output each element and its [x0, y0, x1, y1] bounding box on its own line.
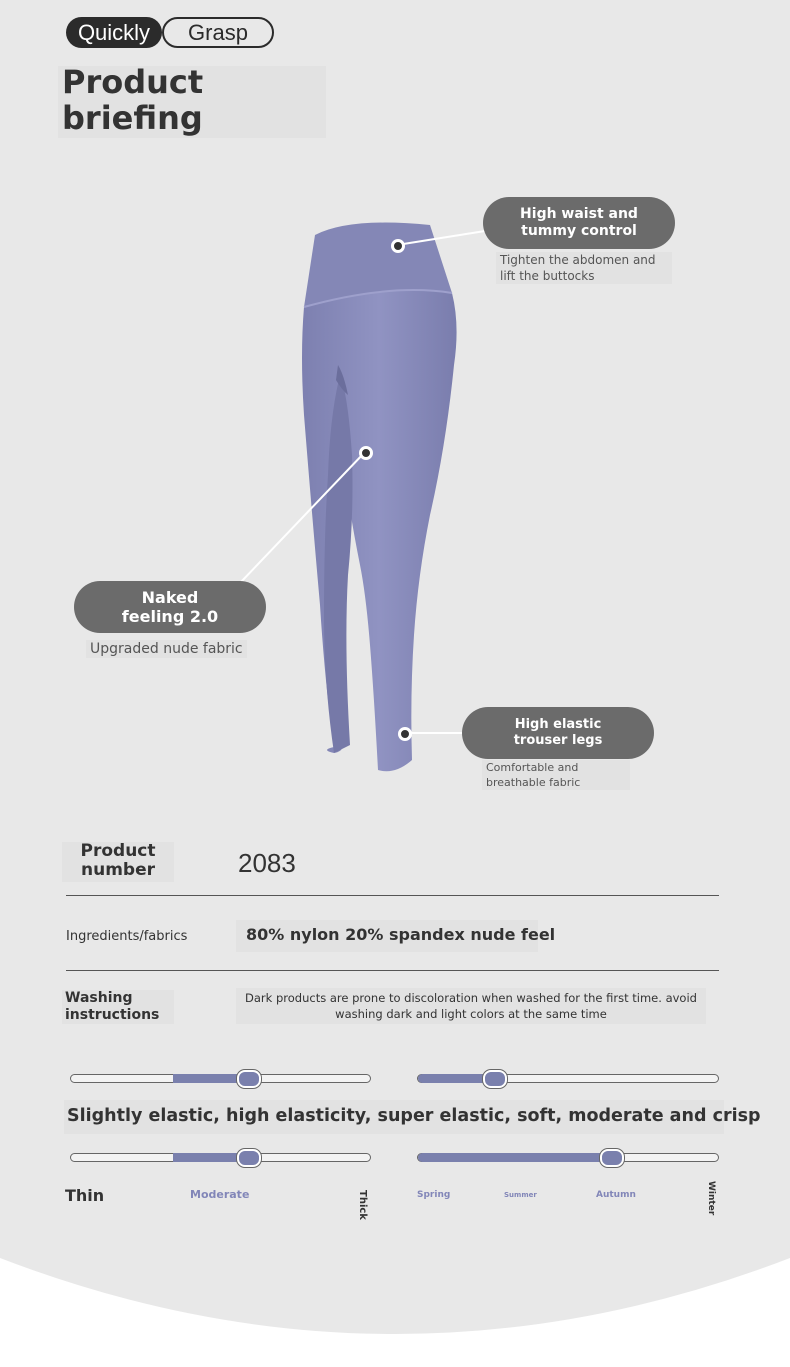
thickness-label-thick: Thick — [357, 1190, 368, 1220]
softness-knob — [483, 1070, 507, 1088]
season-label-summer: Summer — [504, 1191, 537, 1199]
grasp-pill: Grasp — [162, 17, 274, 48]
season-label-spring: Spring — [417, 1190, 451, 1200]
naked-callout-bubble: Naked feeling 2.0 — [74, 581, 266, 633]
naked-callout-desc: Upgraded nude fabric — [86, 640, 247, 658]
softness-slider — [417, 1074, 719, 1083]
elasticity-caption: Slightly elastic, high elasticity, super elastic, soft, moderate and crisp — [67, 1106, 761, 1126]
divider-1 — [66, 895, 719, 896]
thickness-label-moderate: Moderate — [190, 1188, 250, 1201]
legs-callout-desc: Comfortable and breathable fabric — [482, 760, 630, 790]
waist-marker-dot — [391, 239, 405, 253]
waist-callout-desc: Tighten the abdomen and lift the buttocks — [496, 252, 672, 284]
thickness-knob — [237, 1149, 261, 1167]
bottom-wave-decoration — [0, 1250, 790, 1367]
title-line-1: Product — [62, 63, 204, 101]
quickly-pill: Quickly — [66, 17, 162, 48]
divider-2 — [66, 970, 719, 971]
title-line-2: briefing — [62, 99, 203, 137]
waist-callout-bubble: High waist and tummy control — [483, 197, 675, 249]
thickness-slider — [70, 1153, 371, 1162]
ingredients-value: 80% nylon 20% spandex nude feel — [246, 925, 556, 944]
elasticity-slider — [70, 1074, 371, 1083]
legs-marker-dot — [398, 727, 412, 741]
season-knob — [600, 1149, 624, 1167]
thickness-label-thin: Thin — [65, 1186, 105, 1205]
washing-label: Washing instructions — [65, 990, 160, 1023]
product-number-value: 2083 — [238, 848, 296, 878]
season-label-winter: Winter — [706, 1181, 716, 1216]
naked-marker-dot — [359, 446, 373, 460]
ingredients-label: Ingredients/fabrics — [66, 929, 188, 944]
season-fill — [418, 1153, 612, 1162]
washing-value: Dark products are prone to discoloration when washed for the first time. avoid washing dark and light colors at the same time — [245, 991, 697, 1021]
elasticity-knob — [237, 1070, 261, 1088]
season-slider — [417, 1153, 719, 1162]
season-label-autumn: Autumn — [596, 1190, 636, 1200]
product-number-label: Product number — [80, 841, 156, 880]
legs-callout-bubble: High elastic trouser legs — [462, 707, 654, 759]
